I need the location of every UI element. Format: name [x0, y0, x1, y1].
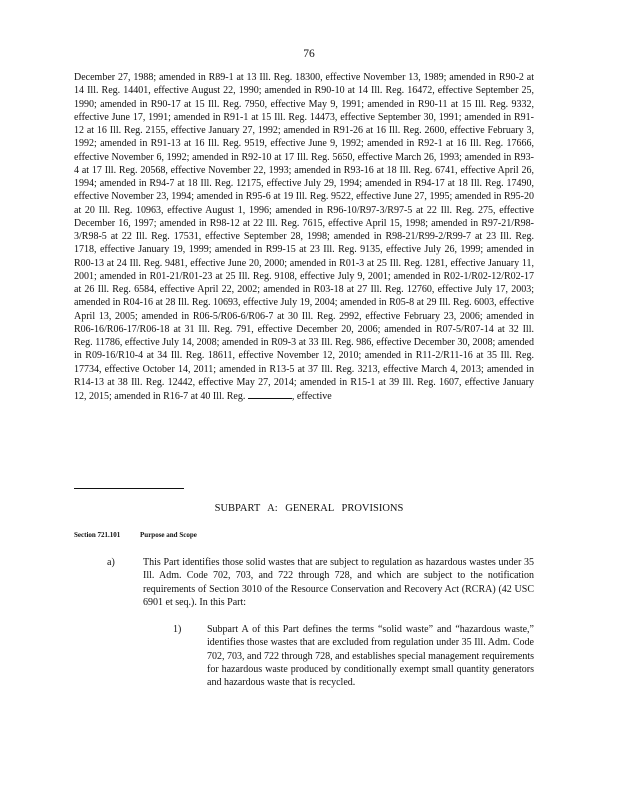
blank-fill-line [248, 389, 292, 399]
subsection-marker-1: 1) [173, 624, 182, 635]
subsection-marker-a: a) [107, 557, 115, 568]
history-paragraph [74, 71, 534, 403]
subsection-a-text: This Part identifies those solid wastes that are subject to regulation as hazardous wastes under 35 Ill. Adm. Code 702, 703, and 722 through 728, and which are subject to the notification requirements of Section 3010 of the Resource Conservation and Recovery Act (RCRA) (42 USC 6901 et seq.). In this Part: [143, 557, 534, 608]
history-tail: , effective [291, 391, 332, 402]
history-text: December 27, 1988; amended in R89-1 at 13 Ill. Reg. 18300, effective November 13, 1989; amended in R90-2 at 14 Ill. Reg. 14401, effective August 22, 1990; amended in R90-10 at 14 Ill. Reg. 16472, effective September 25, 1990; amended in R90-17 at 15 Ill. Reg. 7950, effective May 9, 1991; amended in R90-11 at 15 Ill. Reg. 9332, effective June 17, 1991; amended in R91-1 at 15 Ill. Reg. 14473, effective September 30, 1991; amended in R91-12 at 16 Ill. Reg. 2155, effective January 27, 1992; amended in R91-26 at 16 Ill. Reg. 2600, effective February 3, 1992; amended in R91-13 at 16 Ill. Reg. 9519, effective June 9, 1992; amended in R92-1 at 16 Ill. Reg. 17666, effective November 6, 1992; amended in R92-10 at 17 Ill. Reg. 5650, effective March 26, 1993; amended in R93-4 at 17 Ill. Reg. 20568, effective November 22, 1993; amended in R93-16 at 18 Ill. Reg. 6741, effective April 26, 1994; amended in R94-7 at 18 Ill. Reg. 12175, effective July 29, 1994; amended in R94-17 at 18 Ill. Reg. 17490, effective November 23, 1994; amended in R95-6 at 19 Ill. Reg. 9522, effective June 27, 1995; amended in R95-20 at 20 Ill. Reg. 10963, effective August 1, 1996; amended in R96-10/R97-3/R97-5 at 22 Ill. Reg. 275, effective December 16, 1997; amended in R98-12 at 22 Ill. Reg. 7615, effective April 15, 1998; amended in R97-21/R98-3/R98-5 at 22 Ill. Reg. 17531, effective September 28, 1998; amended in R98-21/R99-2/R99-7 at 23 Ill. Reg. 1718, effective January 19, 1999; amended in R99-15 at 23 Ill. Reg. 9135, effective July 26, 1999; amended in R00-13 at 24 Ill. Reg. 9481, effective June 20, 2000; amended in R01-3 at 25 Ill. Reg. 1281, effective January 11, 2001; amended in R01-21/R01-23 at 25 Ill. Reg. 9108, effective July 9, 2001; amended in R02-1/R02-12/R02-17 at 26 Ill. Reg. 6584, effective April 22, 2002; amended in R03-18 at 27 Ill. Reg. 12760, effective July 17, 2003; amended in R04-16 at 28 Ill. Reg. 10693, effective July 19, 2004; amended in R05-8 at 29 Ill. Reg. 6003, effective April 13, 2005; amended in R06-5/R06-6/R06-7 at 30 Ill. Reg. 2992, effective February 23, 2006; amended in R06-16/R06-17/R06-18 at 31 Ill. Reg. 791, effective December 20, 2006; amended in R07-5/R07-14 at 32 Ill. Reg. 11786, effective July 14, 2008; amended in R09-3 at 33 Ill. Reg. 986, effective December 30, 2008; amended in R09-16/R10-4 at 34 Ill. Reg. 18611, effective November 12, 2010; amended in R11-2/R11-16 at 35 Ill. Reg. 17734, effective October 14, 2011; amended in R13-5 at 37 Ill. Reg. 3213, effective March 4, 2013; amended in R14-13 at 38 Ill. Reg. 12442, effective May 27, 2014; amended in R15-1 at 39 Ill. Reg. 1607, effective January 12, 2015; amended in R16-7 at 40 Ill. Reg. [74, 72, 534, 402]
section-title: Purpose and Scope [140, 531, 197, 539]
history-note [74, 71, 534, 403]
page-number: 76 [303, 48, 315, 60]
section-heading [74, 531, 215, 539]
footnote-rule [74, 488, 184, 489]
subsection-1-text: Subpart A of this Part defines the terms “solid waste” and “hazardous waste,” identifies those wastes that are excluded from regulation under 35 Ill. Adm. Code 702, 703, and 722 through 728, and establishes special management requirements for hazardous waste produced by conditionally exempt small quantity generators and hazardous waste that is recycled. [207, 624, 534, 688]
subpart-heading: SUBPART A: GENERAL PROVISIONS [214, 503, 404, 514]
section-number: Section 721.101 [74, 531, 121, 539]
